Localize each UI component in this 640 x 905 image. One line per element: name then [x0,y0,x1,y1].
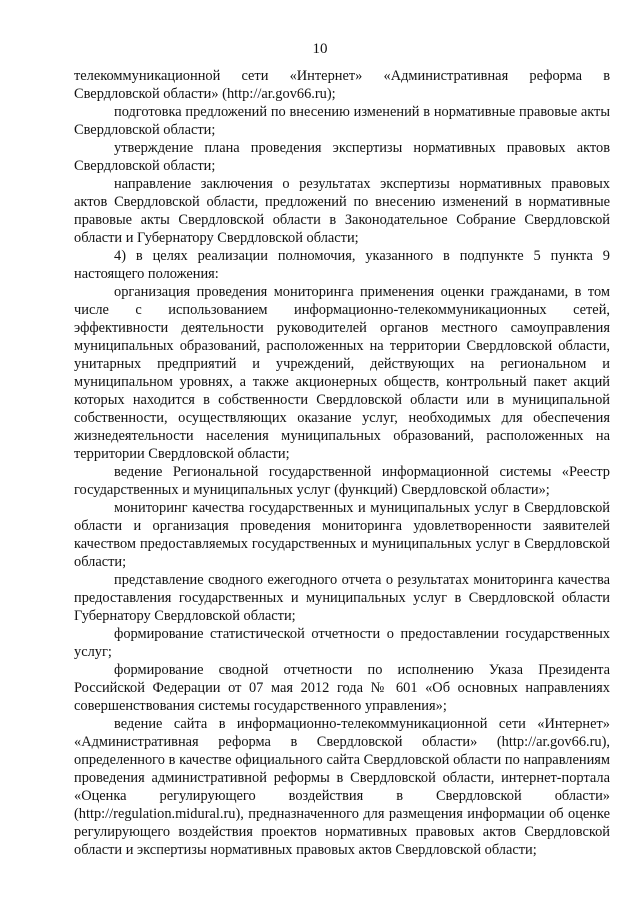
document-body [74,67,610,859]
paragraph: ведение Региональной государственной информационной системы «Реестр государственных и муниципальных услуг (функций) Свердловской области»; [74,464,610,498]
paragraph: мониторинг качества государственных и муниципальных услуг в Свердловской области и организация проведения мониторинга удовлетворенности заявителей качеством предоставляемых государственных и муниципальных услуг в Свердловской области; [74,500,610,570]
page-number: 10 [312,41,328,57]
paragraph: 4) в целях реализации полномочия, указанного в подпункте 5 пункта 9 настоящего положения: [74,248,610,282]
paragraph: телекоммуникационной сети «Интернет» «Административная реформа в Свердловской области» (http://ar.gov66.ru); [74,68,610,102]
paragraph: ведение сайта в информационно-телекоммуникационной сети «Интернет» «Административная реформа в Свердловской области» (http://ar.gov66.ru), определенного в качестве официального сайта Свердловской области по направлениям проведения административной реформы в Свердловской области, интернет-портала «Оценка регулирующего воздействия в Свердловской области» (http://regulation.midural.ru), предназначенного для размещения информации об оценке регулирующего воздействия проектов нормативных правовых актов Свердловской области и экспертизы нормативных правовых актов Свердловской области; [74,716,610,858]
paragraph: представление сводного ежегодного отчета о результатах мониторинга качества предоставления государственных и муниципальных услуг в Свердловской области Губернатору Свердловской области; [74,572,610,624]
paragraph: организация проведения мониторинга применения оценки гражданами, в том числе с использованием информационно-телекоммуникационных сетей, эффективности деятельности руководителей органов местного самоуправления муниципальных образований, расположенных на территории Свердловской области, унитарных предприятий и учреждений, действующих на региональном и муниципальном уровнях, а также акционерных обществ, контрольный пакет акций которых находится в собственности Свердловской области или в муниципальной собственности, осуществляющих оказание услуг, необходимых для обеспечения жизнедеятельности населения муниципальных образований, расположенных на территории Свердловской области; [74,284,610,462]
paragraph: формирование сводной отчетности по исполнению Указа Президента Российской Федерации от 07 мая 2012 года № 601 «Об основных направлениях совершенствования системы государственного управления»; [74,662,610,714]
paragraph: утверждение плана проведения экспертизы нормативных правовых актов Свердловской области; [74,140,610,174]
paragraph: подготовка предложений по внесению изменений в нормативные правовые акты Свердловской области; [74,104,610,138]
paragraph: направление заключения о результатах экспертизы нормативных правовых актов Свердловской области, предложений по внесению изменений в нормативные правовые акты Свердловской области в Законодательное Собрание Свердловской области и Губернатору Свердловской области; [74,176,610,246]
paragraph: формирование статистической отчетности о предоставлении государственных услуг; [74,626,610,660]
